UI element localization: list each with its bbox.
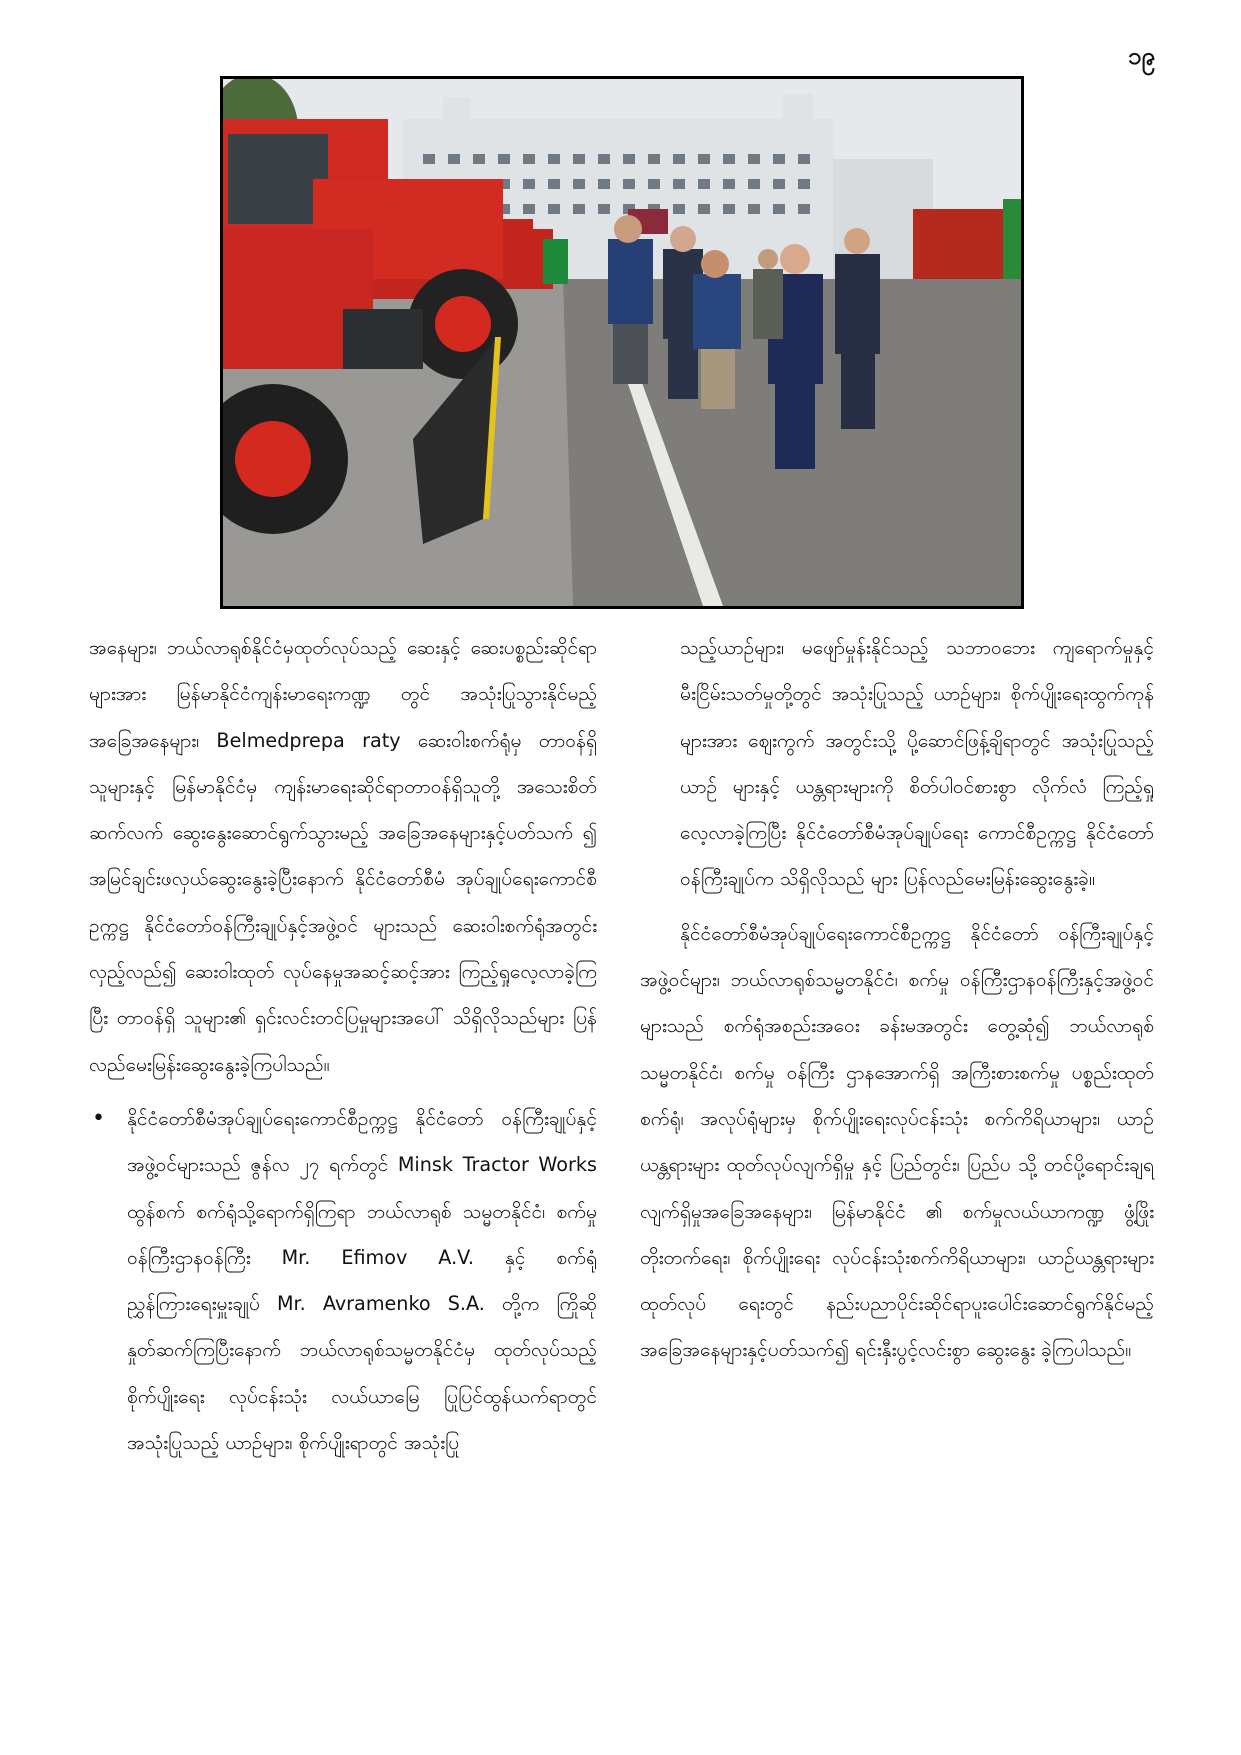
- line: ဘယ်လာရုစ်သမ္မတနိုင်ငံမှ ထုတ်လုပ်သည့် စိုက်ပျိုးရေး: [127, 1338, 597, 1408]
- line: ယာဉ်များ၊ စိုက်ပျိုးရေးထွက်ကုန်များအား ဈေးကွက်: [680, 682, 1155, 752]
- line: သည့်ယာဉ်များ၊ မဖျော်မှုန်းနိုင်သည့် သဘာဝဘေး: [680, 636, 1035, 659]
- line: လည်မေးမြန်းဆွေးနွေးခဲ့ကြပါသည်။: [89, 1052, 330, 1076]
- line: ယာဉ်ယန္တရားများ ထုတ်လုပ်လျက်ရှိမှု နှင့် ပြည်တွင်း၊ ပြည်ပ: [640, 1106, 1154, 1177]
- line: အသုံးပြုသည့် ယာဉ်များ၊ စိုက်ပျိုးရာတွင် အသုံးပြု: [127, 1431, 460, 1455]
- line: ခဲ့ကြပါသည်။: [1041, 1338, 1132, 1362]
- right-column: [640, 625, 1154, 1374]
- line: ဝန်ကြီးဌာနဝန်ကြီးနှင့်အဖွဲ့ဝင်များသည် စက်ရုံအစည်းအဝေး: [640, 968, 1154, 1038]
- line: ဝန်ကြီးချုပ်နှင့်အဖွဲ့ဝင်များသည် ဇွန်လ ၂၇ ရက်တွင်: [127, 1106, 597, 1177]
- continued-bullet-paragraph: [640, 625, 1154, 903]
- line: များနှင့် ယန္တရားများကို စိတ်ပါဝင်စားစွာ လိုက်လံ: [732, 774, 1087, 798]
- line: ၍ အမြင်ချင်းဖလှယ်ဆွေးနွေးခဲ့ပြီးနောက် နိုင်ငံတော်စီမံ: [89, 821, 597, 891]
- intro-paragraph: [89, 625, 597, 1088]
- line: အုပ်ချုပ်ရေးကောင်စီဥက္ကဋ္ဌ နိုင်ငံတော်ဝန်ကြီးချုပ်နှင့်အဖွဲ့ဝင်: [89, 867, 597, 937]
- line: သူများ၏ ရှင်းလင်းတင်ပြမှုများအပေါ် သိရှိလိုသည်များ ပြန်: [183, 1006, 597, 1030]
- line: အလုပ်ရုံများမှ စိုက်ပျိုးရေးလုပ်ငန်းသုံး စက်ကိရိယာများ၊: [700, 1106, 1101, 1130]
- line: ကျရောက်မှုနှင့် မီးငြိမ်းသတ်မှုတို့တွင် အသုံးပြုသည့်: [680, 636, 1155, 706]
- line: လုပ်နေမှုအဆင့်ဆင့်အား ကြည့်ရှုလေ့လာခဲ့ကြပြီး တာဝန်ရှိ: [89, 960, 597, 1030]
- line: ဘယ်လာရုစ် သမ္မတနိုင်ငံ၊ စက်မှုဝန်ကြီးဌာနဝန်ကြီး Mr.: [127, 1199, 597, 1269]
- line: လုပ်ငန်းသုံး လယ်ယာမြေ ပြုပြင်ထွန်ယက်ရာတွင်: [229, 1384, 597, 1408]
- page-number: ၁၉: [1128, 42, 1155, 70]
- line: ကျန်းမာရေးဆိုင်ရာတာဝန်ရှိသူတို့ အသေးစိတ်ဆက်လက်: [89, 774, 597, 845]
- line: လုပ်ငန်းသုံးစက်ကိရိယာများ၊ ယာဉ်ယန္တရားများ ထုတ်လုပ်: [640, 1245, 1154, 1316]
- line: နိုင်ငံတော်စီမံအုပ်ချုပ်ရေးကောင်စီဥက္ကဋ္ဌ နိုင်ငံတော်: [127, 1106, 484, 1130]
- line: နိုင်ငံတော်စီမံအုပ်ချုပ်ရေးကောင်စီဥက္ကဋ္ဌ နိုင်ငံတော်: [680, 921, 1039, 945]
- line: သို့ တင်ပို့ရောင်းချရလျက်ရှိမှုအခြေအနေများ၊ မြန်မာနိုင်ငံ: [640, 1153, 1154, 1223]
- bullet-item: [89, 1096, 597, 1466]
- line: ကောင်စီဥက္ကဋ္ဌ နိုင်ငံတော်ဝန်ကြီးချုပ်က သိရှိလိုသည်: [680, 821, 1155, 891]
- line: ဝန်ကြီးချုပ်နှင့်အဖွဲ့ဝင်များ၊ ဘယ်လာရုစ်သမ္မတနိုင်ငံ၊ စက်မှု: [640, 921, 1154, 992]
- line: အခြေအနေများနှင့်ပတ်သက်၍ ရင်းနှီးပွင့်လင်းစွာ ဆွေးနွေး: [640, 1338, 1035, 1362]
- bullet-paragraph: [127, 1096, 597, 1466]
- line: ၏ စက်မှုလယ်ယာကဏ္ဍ ဖွံ့ဖြိုးတိုးတက်ရေး၊ စိုက်ပျိုးရေး: [640, 1199, 1154, 1269]
- line: raty ဆေးဝါးစက်ရုံမှ တာဝန်ရှိသူများနှင့် မြန်မာနိုင်ငံမှ: [89, 728, 597, 798]
- line: များသည် ဆေးဝါးစက်ရုံအတွင်း လှည့်လည်၍ ဆေးဝါးထုတ်: [89, 913, 597, 984]
- line: ကြည့်ရှုလေ့လာခဲ့ကြပြီး နိုင်ငံတော်စီမံအုပ်ချုပ်ရေး: [680, 774, 1154, 845]
- line: ဝန်ကြီး ဌာနအောက်ရှိ အကြီးစားစက်မှု ပစ္စည်းထုတ်စက်ရုံ၊: [640, 1060, 1154, 1130]
- line: တွင် အသုံးပြုသွားနိုင်မည့်အခြေအနေများ၊ Belmedprepa: [89, 682, 598, 752]
- line: များ ပြန်လည်မေးမြန်းဆွေးနွေးခဲ့။: [870, 867, 1095, 891]
- line: ဆေးပစ္စည်းဆိုင်ရာများအား မြန်မာနိုင်ငံကျန်းမာရေးကဏ္ဍ: [89, 636, 597, 706]
- line: ရေးတွင် နည်းပညာပိုင်းဆိုင်ရာပူးပေါင်းဆောင်ရွက်နိုင်မည့်: [738, 1292, 1154, 1316]
- line: ခန်းမအတွင်း တွေ့ဆုံ၍ ဘယ်လာရုစ်သမ္မတနိုင်ငံ၊ စက်မှု: [640, 1014, 1154, 1084]
- line: ဆွေးနွေးဆောင်ရွက်သွားမည့် အခြေအနေများနှင့်ပတ်သက်: [172, 821, 574, 845]
- line: Avramenko S.A. တို့က ကြိုဆိုနှုတ်ဆက်ကြပြီးနောက်: [127, 1292, 597, 1362]
- line: အတွင်းသို့ ပို့ဆောင်ဖြန့်ချိရာတွင် အသုံးပြုသည့်ယာဉ်: [680, 728, 1154, 798]
- bullet-icon: •: [92, 1105, 105, 1131]
- meeting-paragraph: [640, 911, 1154, 1374]
- line: Minsk Tractor Works ထွန်စက် စက်ရုံသို့ရောက်ရှိကြရာ: [127, 1153, 597, 1223]
- line: Efimov A.V. နှင့် စက်ရုံ ညွှန်ကြားရေးမှူးချုပ် Mr.: [127, 1245, 597, 1316]
- left-column: [89, 625, 597, 1466]
- tractor-inspection-photo: [220, 76, 1024, 609]
- line: အနေများ၊ ဘယ်လာရုစ်နိုင်ငံမှထုတ်လုပ်သည့် ဆေးနှင့်: [89, 636, 461, 659]
